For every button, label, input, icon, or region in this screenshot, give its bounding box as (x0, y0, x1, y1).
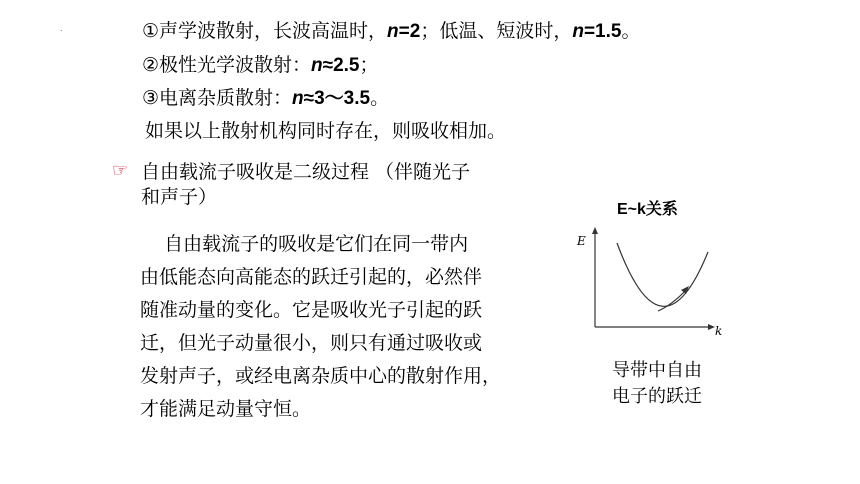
paragraph-line-3: 随准动量的变化。它是吸收光子引起的跃 (140, 299, 483, 321)
x-axis-arrow (708, 324, 715, 330)
decorative-dot: . (60, 24, 63, 33)
line-polar-optical-scattering: ②极性光学波散射：n≈2.5； (142, 54, 379, 76)
y-axis-label: E (577, 234, 586, 248)
figure-caption-line1: 导带中自由 (612, 360, 702, 381)
energy-momentum-diagram (570, 225, 730, 340)
paragraph-line-5: 发射声子，或经电离杂质中心的散射作用， (140, 365, 502, 387)
line-absorption-sum: 如果以上散射机构同时存在，则吸收相加。 (145, 120, 507, 142)
parabola-curve (617, 243, 708, 306)
transition-arrow (658, 289, 687, 311)
bullet-heading-line1: 自由载流子吸收是二级过程 （伴随光子 (141, 161, 471, 183)
bullet-heading-line2: 和声子） (141, 186, 218, 208)
figure-caption-line2: 电子的跃迁 (612, 386, 702, 407)
x-axis-label: k (715, 324, 723, 338)
line-ionized-impurity-scattering: ③电离杂质散射：n≈3～3.5。 (142, 87, 390, 109)
paragraph-line-6: 才能满足动量守恒。 (140, 398, 312, 420)
line-acoustic-scattering: ①声学波散射，长波高温时，n=2；低温、短波时，n=1.5。 (142, 20, 641, 42)
paragraph-line-4: 迁，但光子动量很小，则只有通过吸收或 (140, 332, 483, 354)
figure-title: E~k关系 (617, 201, 678, 218)
paragraph-line-2: 由低能态向高能态的跃迁引起的，必然伴 (140, 266, 483, 288)
paragraph-line-1: 自由载流子的吸收是它们在同一带内 (140, 233, 469, 255)
pointing-hand-icon: ☞ (112, 160, 129, 181)
y-axis-arrow (592, 227, 598, 234)
